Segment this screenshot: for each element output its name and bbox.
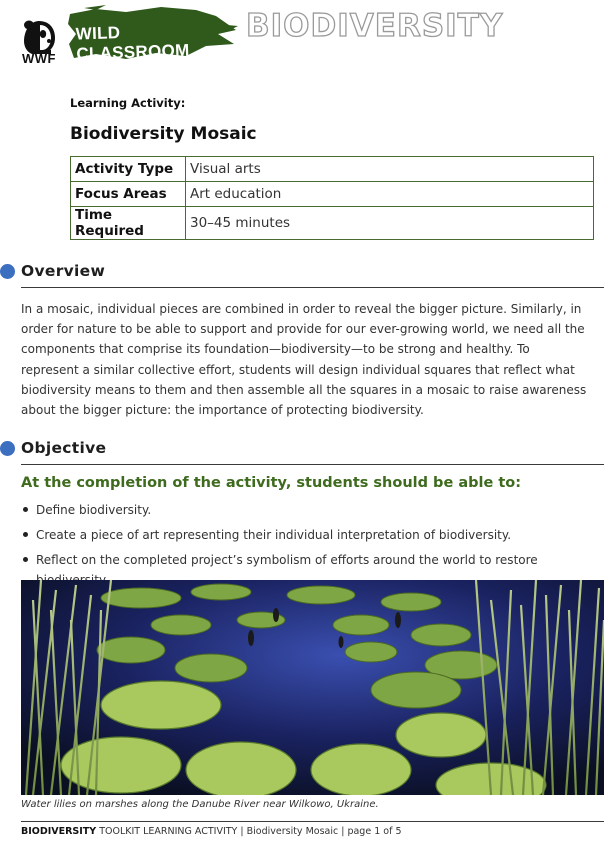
table-value: Art education: [186, 182, 594, 207]
bullet-icon: [23, 532, 28, 537]
activity-info-table: [70, 156, 594, 240]
water-lilies-photo: [21, 580, 604, 795]
section-divider: [21, 464, 604, 465]
footer-divider: [21, 821, 604, 822]
overview-heading: Overview: [21, 262, 106, 280]
section-bullet-icon: [0, 264, 15, 279]
table-key: Time Required: [71, 207, 186, 240]
learning-activity-label: Learning Activity:: [70, 96, 186, 110]
wild-classroom-label: WILD CLASSROOM: [75, 23, 190, 64]
list-item-text: Reflect on the completed project’s symbolism of efforts around the world to restore: [36, 553, 538, 567]
table-key: Activity Type: [71, 157, 186, 182]
page-footer: [21, 826, 402, 837]
table-value: Visual arts: [186, 157, 594, 182]
objective-heading: Objective: [21, 439, 107, 457]
bullet-icon: [23, 507, 28, 512]
bullet-icon: [23, 557, 28, 562]
table-row: [71, 207, 594, 240]
activity-title: Biodiversity Mosaic: [70, 124, 257, 144]
objective-subheading: At the completion of the activity, students should be able to:: [21, 475, 522, 491]
objectives-list: [21, 500, 601, 575]
table-value: 30–45 minutes: [186, 207, 594, 240]
list-item: [21, 525, 601, 550]
header-title: BIODIVERSITY: [246, 8, 504, 44]
table-row: [71, 157, 594, 182]
list-item: [21, 500, 601, 525]
list-item-text: Define biodiversity.: [36, 503, 152, 517]
section-divider: [21, 287, 604, 288]
wwf-logo-text: WWF: [22, 51, 56, 66]
photo-caption: Water lilies on marshes along the Danube River near Wilkowo, Ukraine.: [21, 799, 379, 810]
overview-paragraph: In a mosaic, individual pieces are combined in order to reveal the bigger picture. Similarly, in order for nature to be able to support and provide for our ever-growing world, we need all the components that comprise its foundation—biodiversity—to be strong and healthy. To represent a similar collective effort, students will design individual squares that reflect what biodiversity means to them and then assemble all the squares in a mosaic to raise awareness about the bigger picture: the importance of protecting biodiversity.: [21, 302, 587, 418]
list-item-text: Create a piece of art representing their individual interpretation of biodiversity.: [36, 528, 512, 542]
table-key: Focus Areas: [71, 182, 186, 207]
footer-text: TOOLKIT LEARNING ACTIVITY | Biodiversity Mosaic | page 1 of 5: [96, 826, 402, 837]
table-row: [71, 182, 594, 207]
footer-brand: BIODIVERSITY: [21, 826, 97, 837]
list-item: [21, 550, 601, 575]
section-bullet-icon: [0, 441, 15, 456]
